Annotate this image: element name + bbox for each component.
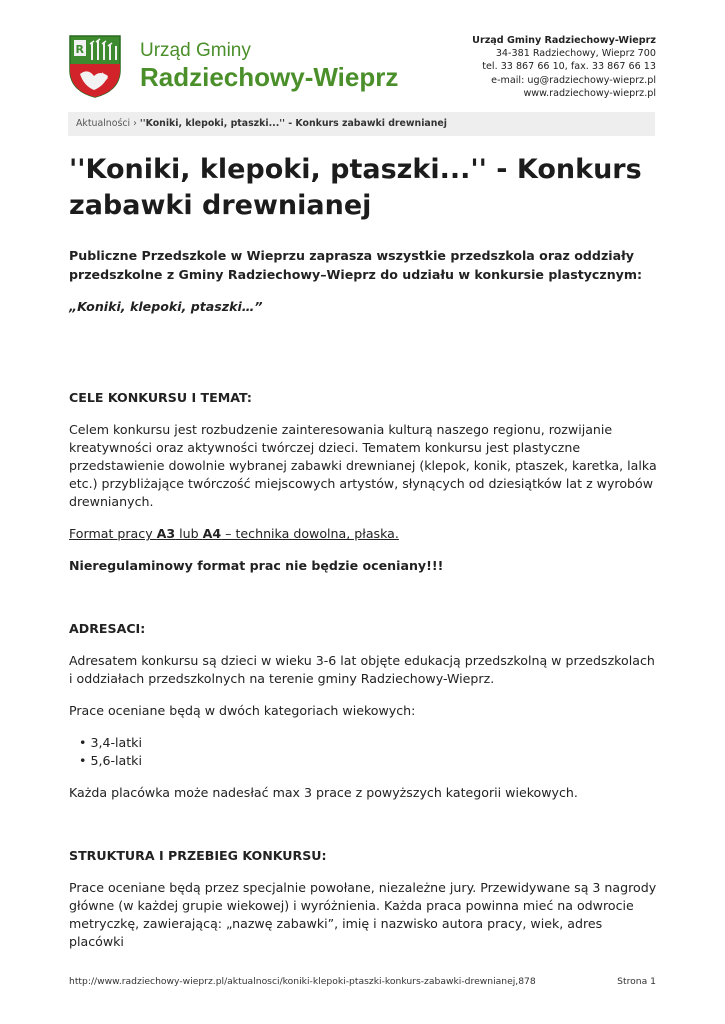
coat-of-arms-icon [68, 34, 122, 98]
svg-text:R: R [75, 43, 84, 56]
format-warning: Nieregulaminowy format prac nie będzie oceniany!!! [69, 558, 444, 573]
logo-line1: Urząd Gminy [140, 40, 251, 61]
list-item: • 5,6-latki [79, 752, 659, 770]
breadcrumb-link-aktualnosci[interactable]: Aktualności [76, 118, 131, 129]
section-heading-structure: STRUKTURA I PRZEBIEG KONKURSU: [69, 848, 327, 863]
format-text-c: lub [175, 526, 203, 541]
section-heading-goals: CELE KONKURSU I TEMAT: [69, 390, 252, 405]
article-intro: Publiczne Przedszkole w Wieprzu zaprasza wszystkie przedszkola oraz oddziały przedszkolne z Gminy Radziechowy–Wieprz do udziału w konkursie plastycznym: [69, 248, 643, 282]
categories-intro: Prace oceniane będą w dwóch kategoriach wiekowych: [69, 703, 416, 718]
format-a4: A4 [202, 526, 222, 541]
format-text-a: Format pracy [69, 526, 157, 541]
submission-limit: Każda placówka może nadesłać max 3 prace z powyższych kategorii wiekowych. [69, 785, 578, 800]
format-line [69, 525, 659, 543]
breadcrumb [68, 112, 655, 136]
contact-org: Urząd Gminy Radziechowy-Wieprz [472, 35, 656, 46]
page-number: Strona 1 [617, 976, 656, 987]
article [69, 152, 659, 951]
contact-block [472, 34, 656, 100]
section-heading-recipients: ADRESACI: [69, 621, 146, 636]
list-item: • 3,4-latki [79, 734, 659, 752]
breadcrumb-separator: › [133, 118, 137, 129]
contact-phone: tel. 33 867 66 10, fax. 33 867 66 13 [482, 61, 656, 73]
logo[interactable] [140, 40, 398, 92]
logo-line2: Radziechowy-Wieprz [140, 62, 399, 92]
page-footer [69, 976, 656, 987]
contact-website[interactable]: www.radziechowy-wieprz.pl [523, 87, 656, 99]
breadcrumb-current: ''Koniki, klepoki, ptaszki...'' - Konkurs zabawki drewnianej [139, 118, 448, 129]
goals-paragraph: Celem konkursu jest rozbudzenie zainteresowania kulturą naszego regionu, rozwijanie kreatywności oraz aktywności twórczej dzieci. Tematem konkursu jest plastyczne przedstawienie dowolnie wybranej zabawki drewnianej (klepok, konik, ptaszek, karetka, lalka etc.) przybliżające twórczość miejscowych artystów, słynących od dziesiątków lat z wyrobów drewnianych. [69, 422, 657, 509]
page-title: ''Koniki, klepoki, ptaszki...'' - Konkurs zabawki drewnianej [69, 154, 642, 221]
structure-paragraph: Prace oceniane będą przez specjalnie powołane, niezależne jury. Przewidywane są 3 nagrody główne (w każdej grupie wiekowej) i wyróżnienia. Każda praca powinna mieć na odwrocie metryczkę, zawierającą: „nazwę zabawki”, imię i nazwisko autora pracy, wiek, adres placówki [69, 880, 657, 949]
recipients-paragraph: Adresatem konkursu są dzieci w wieku 3-6 lat objęte edukacją przedszkolną w przedszkolach i oddziałach przedszkolnych na terenie gminy Radziechowy-Wieprz. [69, 653, 655, 686]
page-header [0, 0, 725, 110]
format-a3: A3 [156, 526, 176, 541]
age-group-list [69, 734, 659, 770]
footer-url[interactable]: http://www.radziechowy-wieprz.pl/aktualnosci/koniki-klepoki-ptaszki-konkurs-zabawki-drewnianej,878 [69, 976, 536, 987]
format-text-e: – technika dowolna, płaska. [221, 526, 399, 541]
contact-email[interactable]: e-mail: ug@radziechowy-wieprz.pl [491, 74, 656, 86]
contact-address: 34-381 Radziechowy, Wieprz 700 [495, 48, 656, 60]
contest-name: „Koniki, klepoki, ptaszki…” [69, 299, 263, 314]
